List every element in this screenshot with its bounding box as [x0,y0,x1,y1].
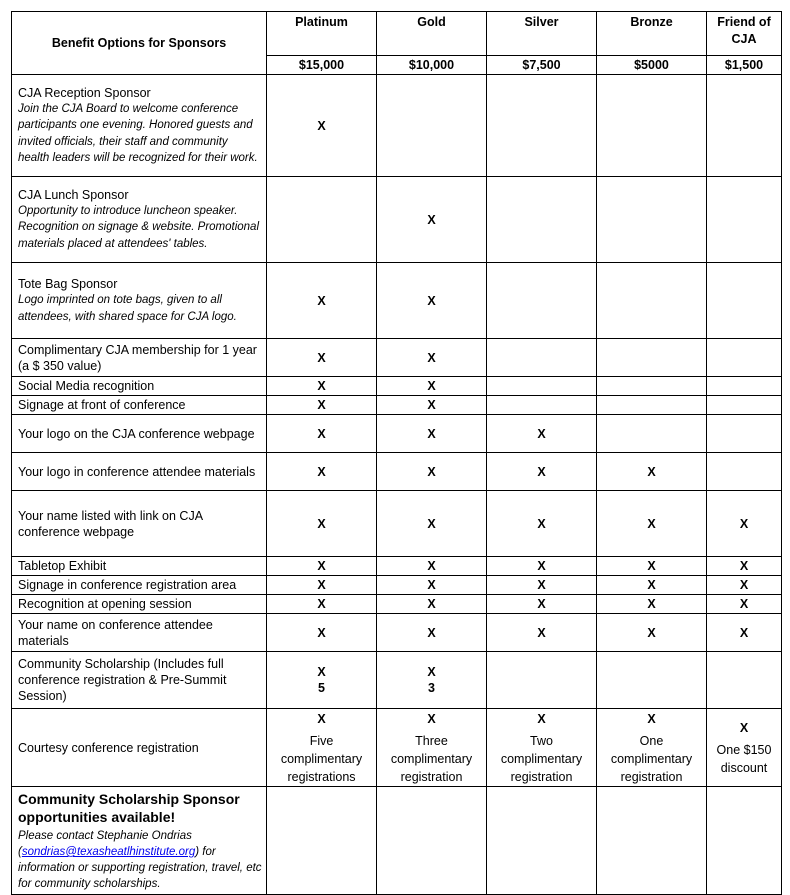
cell-silver [487,453,597,491]
benefit-row [12,377,782,396]
included-mark: X [427,293,436,308]
benefit-title: Community Scholarship (Includes full conference registration & Pre-Summit Session) [18,657,227,703]
cell-friend [707,491,782,557]
courtesy-friend [707,709,782,787]
benefit-description: Join the CJA Board to welcome conference participants one evening. Honored guests and invited officials, their staff and community health leaders will be recognized for their work. [18,102,258,164]
cell-bronze [597,557,707,576]
courtesy-text: Three complimentary registration [390,733,473,784]
cell-friend [707,177,782,263]
cell-silver [487,614,597,652]
included-mark: X [317,398,326,412]
courtesy-mark: X [647,711,656,726]
included-mark: X [317,118,326,133]
scholarship-cta [12,787,267,895]
benefit-row [12,263,782,339]
cell-platinum [267,595,377,614]
cell-friend [707,396,782,415]
included-mark: X [647,464,656,479]
benefit-label [12,377,267,396]
courtesy-text: One complimentary registration [610,733,693,784]
included-mark: X [317,578,326,592]
included-mark: X [537,625,546,640]
cell-gold [377,576,487,595]
benefit-title: Recognition at opening session [18,597,192,611]
benefit-title: Your name on conference attendee materials [18,617,213,648]
cell-bronze [597,75,707,177]
benefit-row [12,652,782,709]
courtesy-mark: X [739,720,749,735]
cell-silver [487,177,597,263]
benefit-label [12,177,267,263]
benefit-row [12,75,782,177]
cell-platinum [267,557,377,576]
benefit-title: Your logo in conference attendee materials [18,464,256,479]
cta-body [18,828,262,892]
benefit-title: CJA Reception Sponsor [18,85,151,100]
benefit-label [12,557,267,576]
cell-bronze [597,614,707,652]
cell-friend [707,339,782,377]
cell-silver [487,396,597,415]
tier-platinum: Platinum [267,12,377,56]
benefit-title: Tote Bag Sponsor [18,277,118,291]
cell-gold [377,415,487,453]
benefit-label [12,491,267,557]
cell-silver [487,377,597,396]
price-silver: $7,500 [487,56,597,75]
cell-gold [377,177,487,263]
cell-silver [487,557,597,576]
cell-gold [377,377,487,396]
cell-platinum [267,415,377,453]
included-mark: X [647,625,656,640]
included-mark: X [739,597,749,611]
cell-friend [707,557,782,576]
included-mark: X [537,464,546,479]
benefit-row [12,491,782,557]
cell-silver [487,339,597,377]
included-mark: X [427,350,436,365]
cell-friend [707,652,782,709]
benefit-title: Tabletop Exhibit [18,559,107,573]
included-mark: X [317,516,326,531]
benefit-label [12,576,267,595]
included-mark: X [317,597,326,611]
cell-bronze [597,595,707,614]
cell-gold [377,557,487,576]
included-mark: X [317,559,326,573]
included-mark: X [739,578,749,592]
cell-gold [377,595,487,614]
benefit-row [12,595,782,614]
courtesy-mark: X [537,711,546,726]
included-mark: X [537,426,546,441]
included-mark: X [739,559,749,573]
included-mark: X [537,516,546,531]
tier-friend: Friend of CJA [707,12,782,56]
cell-silver [487,491,597,557]
benefit-row [12,614,782,652]
cell-platinum [267,339,377,377]
empty-cell [597,787,707,895]
cell-platinum [267,75,377,177]
included-mark: X [647,597,656,611]
included-mark: X [647,578,656,592]
included-mark: X [317,293,326,308]
cell-silver [487,75,597,177]
cell-platinum [267,576,377,595]
benefit-row [12,576,782,595]
included-mark: X [317,665,326,679]
included-mark: X [739,516,749,531]
cell-bronze [597,652,707,709]
cell-platinum [267,453,377,491]
cell-friend [707,595,782,614]
cell-bronze [597,377,707,396]
included-mark: X [317,464,326,479]
courtesy-silver [487,709,597,787]
cell-bronze [597,491,707,557]
cell-friend [707,75,782,177]
cell-gold [377,75,487,177]
benefit-description: Opportunity to introduce luncheon speaker. Recognition on signage & website. Promotional materials placed at attendees' tables. [18,204,260,250]
cell-friend [707,453,782,491]
courtesy-gold [377,709,487,787]
benefit-title: Social Media recognition [18,379,155,393]
included-mark: X [537,597,546,611]
cell-platinum [267,377,377,396]
cell-platinum [267,491,377,557]
benefit-title: Your logo on the CJA conference webpage [18,426,255,441]
benefit-label [12,339,267,377]
included-mark: X [427,426,436,441]
cta-text-after: ) for information or supporting registration, travel, etc for community scholarships. [18,846,262,890]
courtesy-mark: X [317,711,326,726]
cell-gold [377,453,487,491]
cell-platinum [267,396,377,415]
cell-gold [377,491,487,557]
cell-bronze [597,339,707,377]
benefit-label [12,453,267,491]
cta-heading: Community Scholarship Sponsor opportunities available! [18,791,240,825]
benefit-row [12,415,782,453]
cell-friend [707,263,782,339]
benefit-row [12,339,782,377]
courtesy-mark: X [427,711,436,726]
benefit-row [12,557,782,576]
included-mark: X [427,665,436,679]
benefit-description: Logo imprinted on tote bags, given to all attendees, with shared space for CJA logo. [18,294,237,323]
courtesy-text: Five complimentary registrations [280,733,363,784]
included-mark: X [739,625,749,640]
tier-silver: Silver [487,12,597,56]
cell-gold [377,396,487,415]
included-mark: X [317,625,326,640]
tier-bronze: Bronze [597,12,707,56]
cell-platinum [267,614,377,652]
included-mark: X [317,426,326,441]
courtesy-text: Two complimentary registration [500,733,583,784]
included-mark: X [427,597,436,611]
included-mark: X [537,559,546,573]
cell-bronze [597,177,707,263]
cell-gold [377,614,487,652]
tier-gold: Gold [377,12,487,56]
cell-bronze [597,396,707,415]
cell-silver [487,652,597,709]
benefit-label [12,595,267,614]
benefit-label [12,652,267,709]
included-mark: X [427,625,436,640]
empty-cell [707,787,782,895]
benefit-row [12,177,782,263]
cell-friend [707,415,782,453]
benefit-label [12,415,267,453]
benefit-title: Signage in conference registration area [18,578,237,592]
cell-bronze [597,576,707,595]
included-mark: X [317,379,326,393]
included-mark: X [427,379,436,393]
cell-silver [487,415,597,453]
cell-silver [487,595,597,614]
benefit-rows [12,75,782,709]
cell-gold [377,339,487,377]
empty-cell [377,787,487,895]
included-mark: X [647,516,656,531]
included-mark: X [427,559,436,573]
included-mark: X [537,578,546,592]
included-mark: X [427,578,436,592]
cta-text-before: Please contact Stephanie Ondrias ( [18,830,192,858]
courtesy-platinum [267,709,377,787]
courtesy-label: Courtesy conference registration [12,709,267,787]
cell-bronze [597,453,707,491]
cell-friend [707,377,782,396]
cell-gold [377,263,487,339]
benefit-title: Signage at front of conference [18,398,186,412]
benefit-title: Your name listed with link on CJA conference webpage [18,508,203,539]
included-mark: X [427,398,436,412]
benefit-label [12,614,267,652]
sponsor-benefits-table [11,11,782,895]
cell-platinum [267,263,377,339]
cta-row [12,787,782,895]
cell-silver [487,263,597,339]
empty-cell [267,787,377,895]
benefit-label [12,263,267,339]
courtesy-text: One $150 discount [716,742,772,775]
benefit-row [12,453,782,491]
benefit-label [12,75,267,177]
benefit-label [12,396,267,415]
included-mark: X [427,212,436,227]
benefit-title: Complimentary CJA membership for 1 year (a $ 350 value) [18,342,257,373]
empty-cell [487,787,597,895]
courtesy-bronze [597,709,707,787]
cell-platinum [267,652,377,709]
price-gold: $10,000 [377,56,487,75]
scholarship-count: 5 [318,681,325,695]
benefit-row [12,396,782,415]
scholarship-count: 3 [428,681,435,695]
included-mark: X [317,350,326,365]
contact-email-link[interactable]: sondrias@texasheatlhinstitute.org [21,846,196,858]
included-mark: X [647,559,656,573]
cell-friend [707,614,782,652]
included-mark: X [427,464,436,479]
price-bronze: $5000 [597,56,707,75]
cell-bronze [597,263,707,339]
cell-gold [377,652,487,709]
header-title: Benefit Options for Sponsors [12,12,267,75]
cell-platinum [267,177,377,263]
price-platinum: $15,000 [267,56,377,75]
cell-friend [707,576,782,595]
benefit-title: CJA Lunch Sponsor [18,187,129,202]
cell-bronze [597,415,707,453]
cell-silver [487,576,597,595]
courtesy-row [12,709,782,787]
included-mark: X [427,516,436,531]
price-friend: $1,500 [707,56,782,75]
